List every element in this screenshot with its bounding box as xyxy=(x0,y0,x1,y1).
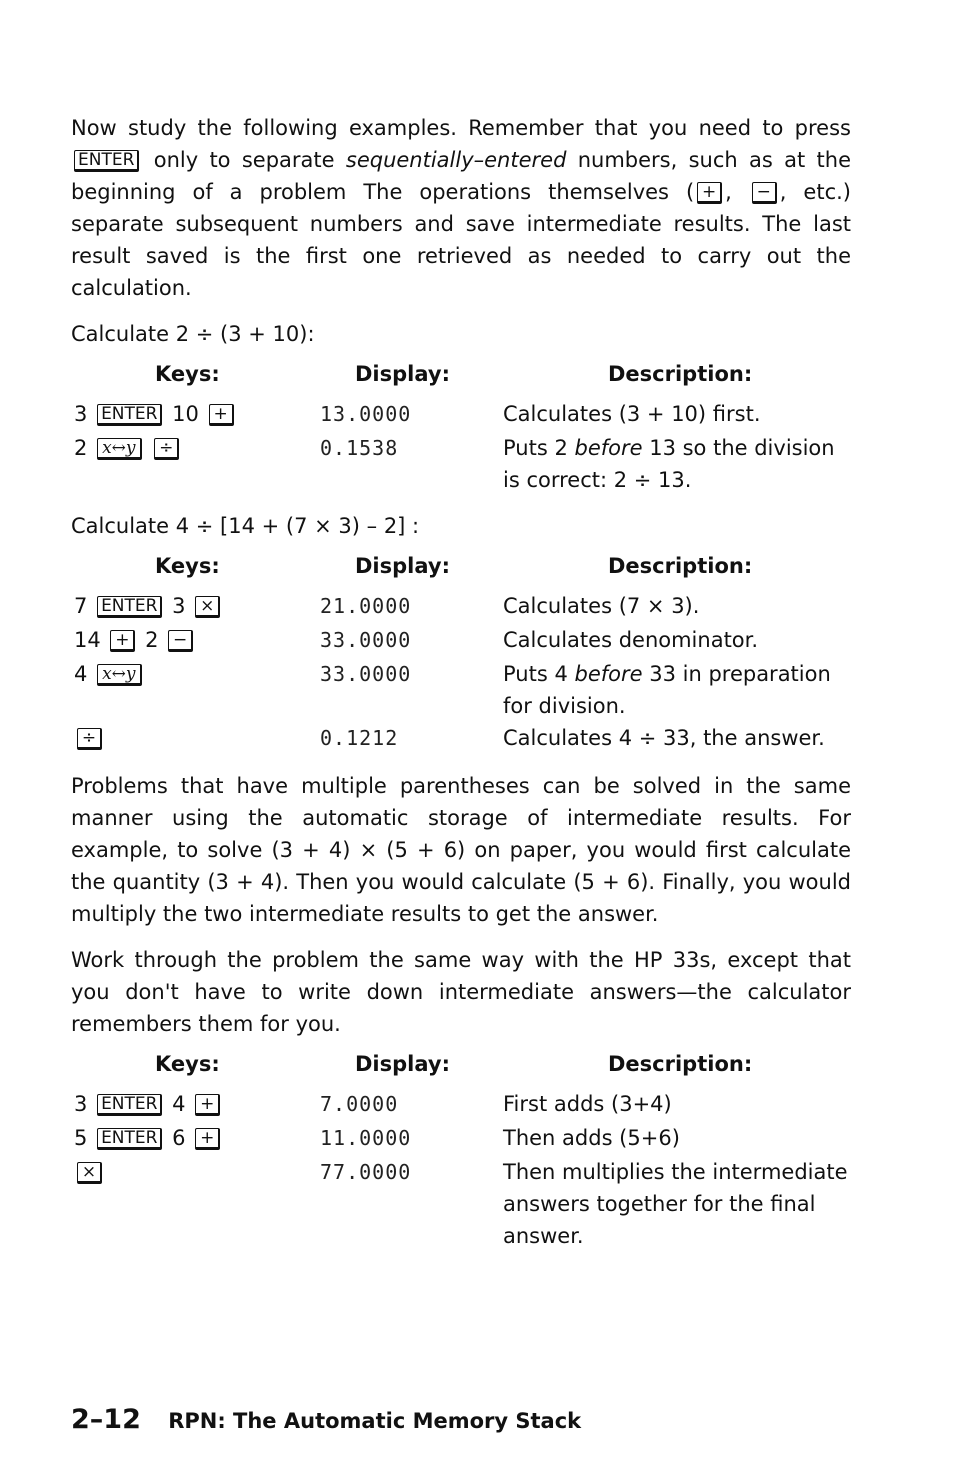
table-row xyxy=(71,624,851,658)
work-through-paragraph: Work through the problem the same way with the HP 33s, except that you don't have to write down intermediate answers—the calculator remembers them for you. xyxy=(71,948,851,1036)
display-value: 77.0000 xyxy=(320,1160,412,1184)
description-emphasis: before xyxy=(574,436,643,460)
enter-key: ENTER xyxy=(97,404,162,426)
intro-paragraph xyxy=(71,112,851,304)
table-row xyxy=(71,1088,851,1122)
key-number: 3 xyxy=(74,402,88,426)
multiply-key: × xyxy=(77,1162,102,1184)
description-cell: Calculates denominator. xyxy=(503,628,759,652)
intro-text: Now study the following examples. Remember that you need to press xyxy=(71,116,851,140)
keys-cell xyxy=(74,1088,223,1120)
description-cell: Calculates (3 + 10) first. xyxy=(503,402,761,426)
description-cell: Calculates 4 ÷ 33, the answer. xyxy=(503,726,825,750)
chapter-title: RPN: The Automatic Memory Stack xyxy=(168,1409,582,1433)
intro-emphasis: sequentially–entered xyxy=(345,148,567,172)
page-footer xyxy=(71,1404,581,1435)
display-value: 11.0000 xyxy=(320,1126,412,1150)
minus-key: − xyxy=(752,182,777,204)
description-cell: First adds (3+4) xyxy=(503,1092,672,1116)
plus-key: + xyxy=(195,1128,220,1150)
description-cell: Then multiplies the intermediate answers together for the final answer. xyxy=(503,1160,848,1248)
display-value: 0.1212 xyxy=(320,726,399,750)
table-row xyxy=(71,398,851,432)
display-value: 33.0000 xyxy=(320,628,412,652)
enter-key: ENTER xyxy=(74,150,139,172)
table-row xyxy=(71,1156,851,1252)
enter-key: ENTER xyxy=(97,1128,162,1150)
multiple-parentheses-paragraph: Problems that have multiple parentheses can be solved in the same manner using the automatic storage of intermediate results. For example, to solve (3 + 4) × (5 + 6) on paper, you would first calculate the quantity (3 + 4). Then you would calculate (5 + 6). Finally, you would multiply the two intermediate results to get the answer. xyxy=(71,774,851,926)
key-number: 6 xyxy=(172,1126,186,1150)
display-value: 0.1538 xyxy=(320,436,399,460)
plus-key: + xyxy=(110,630,135,652)
keys-header: Keys: xyxy=(155,554,220,578)
table-1-header xyxy=(71,350,851,398)
minus-key: − xyxy=(168,630,193,652)
enter-key: ENTER xyxy=(97,596,162,618)
display-header: Display: xyxy=(355,362,450,386)
page-number: 2–12 xyxy=(71,1404,141,1435)
key-number: 3 xyxy=(74,1092,88,1116)
plus-key: + xyxy=(697,182,722,204)
divide-key: ÷ xyxy=(77,728,102,750)
multiply-key: × xyxy=(195,596,220,618)
display-value: 21.0000 xyxy=(320,594,412,618)
intro-text: only to separate xyxy=(142,148,346,172)
display-value: 13.0000 xyxy=(320,402,412,426)
description-header: Description: xyxy=(608,1052,753,1076)
description-text: 33 in preparation for division. xyxy=(503,662,831,718)
keys-cell xyxy=(74,1156,105,1188)
display-value: 33.0000 xyxy=(320,662,412,686)
divide-key: ÷ xyxy=(154,438,179,460)
description-text: 13 so the division is correct: 2 ÷ 13. xyxy=(503,436,835,492)
key-number: 3 xyxy=(172,594,186,618)
plus-key: + xyxy=(209,404,234,426)
intro-text: , etc.) separate subsequent numbers and save intermediate results. The last result saved is the first one retrieved as needed to carry out the calculation. xyxy=(71,180,851,300)
table-row xyxy=(71,722,851,756)
description-emphasis: before xyxy=(574,662,643,686)
keys-cell xyxy=(74,722,105,754)
enter-key: ENTER xyxy=(97,1094,162,1116)
keys-header: Keys: xyxy=(155,1052,220,1076)
description-header: Description: xyxy=(608,554,753,578)
table-row xyxy=(71,590,851,624)
intro-text: numbers, such as at the beginning of a problem The operations themselves ( xyxy=(71,148,852,204)
table-2-header xyxy=(71,542,851,590)
example-1-heading: Calculate 2 ÷ (3 + 10): xyxy=(71,322,315,346)
key-number: 4 xyxy=(74,662,88,686)
description-text: Puts 4 xyxy=(503,662,575,686)
swap-key: x↔y xyxy=(97,438,141,460)
key-number: 4 xyxy=(172,1092,186,1116)
keys-cell xyxy=(74,398,237,430)
keys-cell xyxy=(74,590,223,622)
description-cell xyxy=(503,658,851,722)
intro-text: , xyxy=(725,180,749,204)
key-number: 10 xyxy=(172,402,199,426)
description-cell: Then adds (5+6) xyxy=(503,1126,680,1150)
description-header: Description: xyxy=(608,362,753,386)
table-row xyxy=(71,1122,851,1156)
keys-header: Keys: xyxy=(155,362,220,386)
key-number: 2 xyxy=(145,628,159,652)
keys-cell xyxy=(74,432,182,464)
display-header: Display: xyxy=(355,554,450,578)
keys-cell xyxy=(74,1122,223,1154)
description-cell xyxy=(503,432,851,496)
key-number: 2 xyxy=(74,436,88,460)
display-header: Display: xyxy=(355,1052,450,1076)
keys-cell xyxy=(74,658,145,690)
key-number: 7 xyxy=(74,594,88,618)
display-value: 7.0000 xyxy=(320,1092,399,1116)
table-3-header xyxy=(71,1040,851,1088)
description-text: Puts 2 xyxy=(503,436,575,460)
keys-cell xyxy=(74,624,196,656)
page-body xyxy=(71,112,851,1252)
key-number: 14 xyxy=(74,628,101,652)
table-row xyxy=(71,658,851,722)
swap-key: x↔y xyxy=(97,664,141,686)
description-cell: Calculates (7 × 3). xyxy=(503,594,700,618)
example-2-heading: Calculate 4 ÷ [14 + (7 × 3) – 2] : xyxy=(71,514,420,538)
plus-key: + xyxy=(195,1094,220,1116)
key-number: 5 xyxy=(74,1126,88,1150)
table-row xyxy=(71,432,851,496)
